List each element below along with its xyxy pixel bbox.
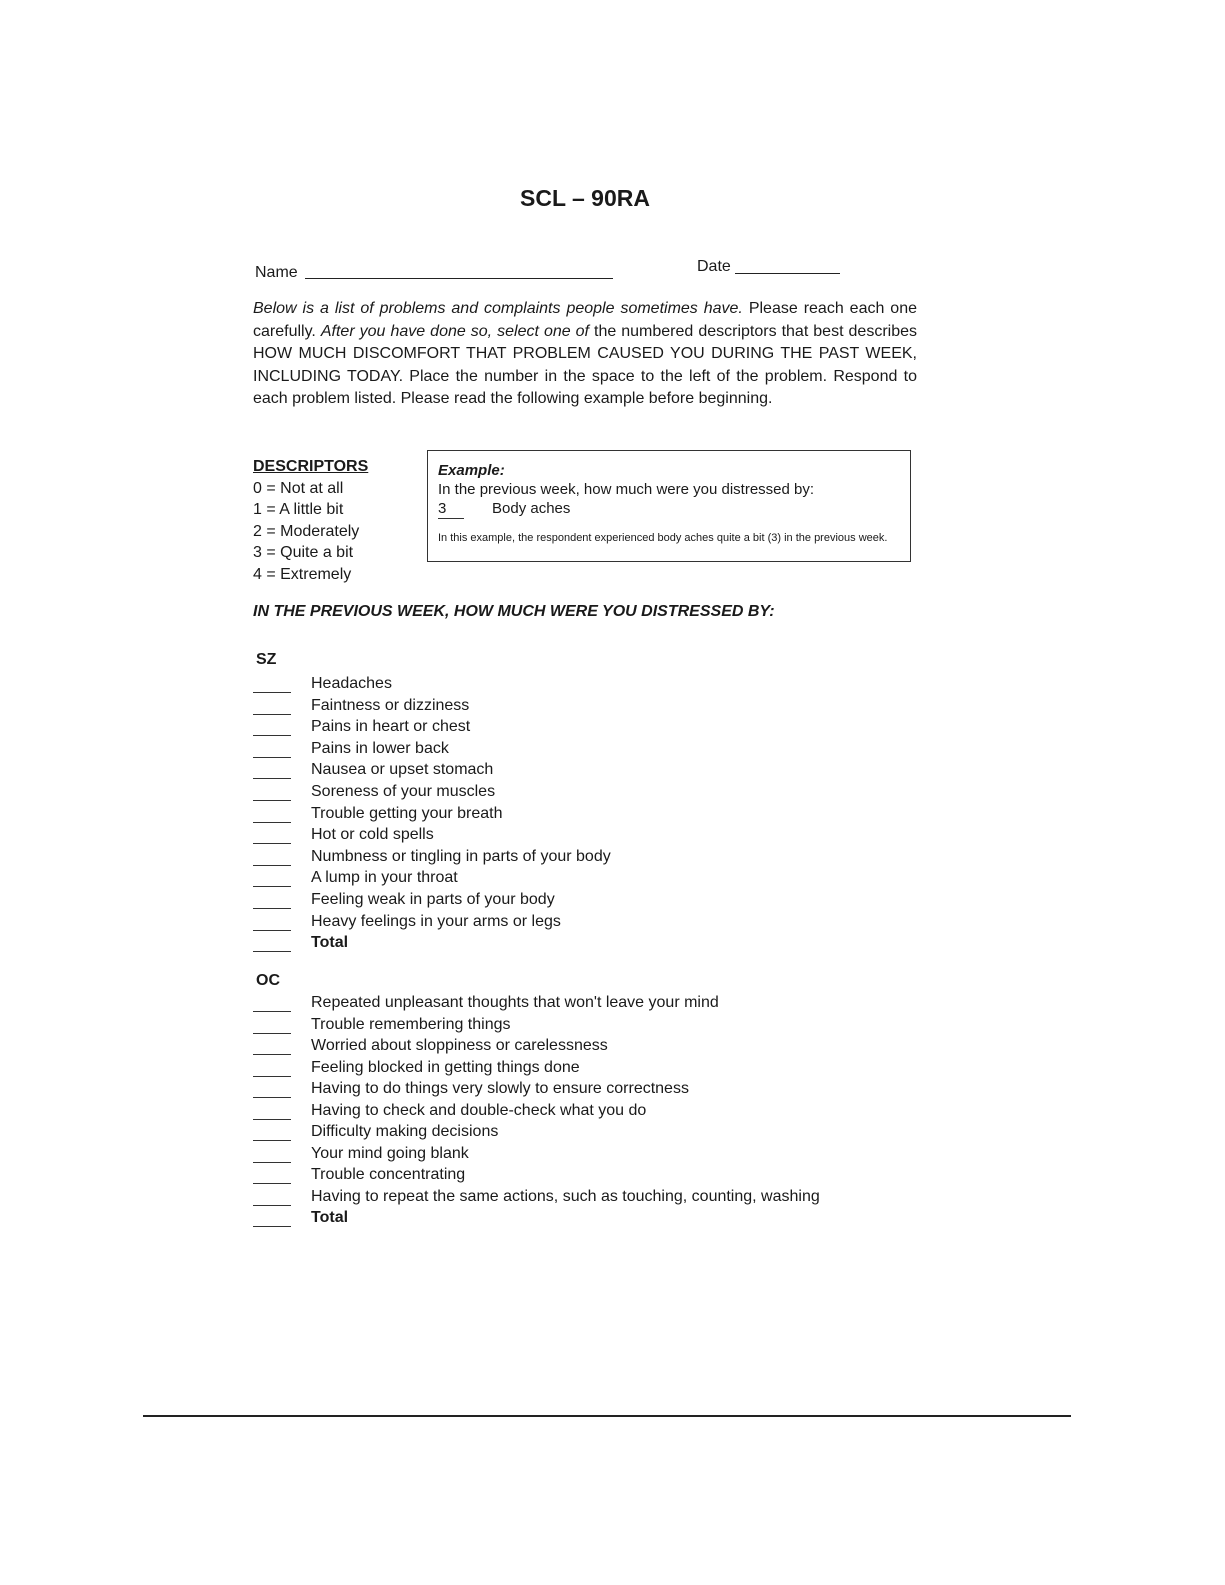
symptom-label: Having to repeat the same actions, such as touching, counting, washing [311,1187,820,1205]
score-blank[interactable] [253,1060,291,1077]
symptom-row [253,910,561,931]
symptom-label: Pains in lower back [311,739,449,757]
descriptor: 0 = Not at all [253,479,344,497]
date-label: Date [697,258,731,275]
symptom-row [253,991,719,1012]
symptom-row [253,758,493,779]
example-box [427,450,911,562]
total-row [253,1206,348,1227]
score-blank[interactable] [253,1146,291,1163]
score-blank[interactable] [253,849,291,866]
symptom-row [253,780,495,801]
section-code-sz: SZ [256,651,277,668]
symptom-row [253,823,434,844]
score-blank[interactable] [253,741,291,758]
symptom-row [253,866,458,887]
name-label: Name [255,264,298,281]
symptom-label: A lump in your throat [311,869,458,887]
form-title: SCL – 90RA [520,185,650,211]
symptom-row [253,1099,646,1120]
total-label: Total [311,1209,349,1226]
symptom-label: Faintness or dizziness [311,696,470,714]
descriptors [253,456,368,585]
symptom-label: Having to do things very slowly to ensure correctness [311,1080,689,1097]
symptom-row [253,888,555,909]
example-heading: Example: [438,462,505,479]
example-note: In this example, the respondent experienced body aches quite a bit (3) in the previous week. [438,532,888,544]
symptom-label: Worried about sloppiness or carelessness [311,1037,608,1054]
symptom-label: Trouble concentrating [311,1166,466,1183]
score-blank[interactable] [253,1189,291,1206]
question-heading: IN THE PREVIOUS WEEK, HOW MUCH WERE YOU DISTRESSED BY: [253,603,775,620]
instructions-part: After you have done so, select one of [320,322,589,340]
instructions-part: Below is a list of problems and complaints people sometimes have. [253,300,743,317]
symptom-row [253,1163,465,1184]
score-blank[interactable] [253,719,291,736]
symptom-row [253,715,470,736]
descriptor: 4 = Extremely [253,565,352,583]
score-blank[interactable] [253,1210,291,1227]
score-blank[interactable] [253,827,291,844]
symptom-label: Having to check and double-check what you do [311,1101,647,1119]
symptom-label: Difficulty making decisions [311,1123,499,1140]
score-blank[interactable] [253,1167,291,1184]
score-blank[interactable] [253,762,291,779]
symptom-label: Trouble remembering things [311,1015,511,1033]
score-blank[interactable] [253,698,291,715]
score-blank[interactable] [253,914,291,931]
score-blank[interactable] [253,1081,291,1098]
example-row [438,499,900,519]
score-blank[interactable] [253,870,291,887]
symptom-row [253,737,449,758]
example-answer: 3 [438,499,464,519]
date-field[interactable] [735,273,840,274]
symptom-label: Pains in heart or chest [311,718,471,736]
example-question: In the previous week, how much were you distressed by: [438,481,815,498]
symptom-row [253,1185,820,1206]
score-blank[interactable] [253,1038,291,1055]
symptom-row [253,1142,469,1163]
symptom-label: Repeated unpleasant thoughts that won't leave your mind [311,994,719,1011]
symptom-row [253,1013,511,1034]
score-blank[interactable] [253,995,291,1012]
symptom-label: Feeling blocked in getting things done [311,1058,580,1076]
symptom-label: Nausea or upset stomach [311,761,494,779]
symptom-row [253,694,469,715]
score-blank[interactable] [253,935,291,952]
symptom-row [253,672,392,693]
score-blank[interactable] [253,784,291,801]
section-code-oc: OC [256,972,280,989]
score-blank[interactable] [253,806,291,823]
descriptor: 3 = Quite a bit [253,544,354,561]
score-blank[interactable] [253,676,291,693]
symptom-row [253,802,503,823]
descriptors-heading: DESCRIPTORS [253,458,369,475]
score-blank[interactable] [253,1017,291,1034]
name-field[interactable] [305,278,613,279]
descriptor: 2 = Moderately [253,522,360,540]
instructions-part: the numbered descriptors that best describes HOW MUCH DISCOMFORT THAT PROBLEM CAUSED YOU DURING THE PAST WEEK, INCLUDING TODAY. Place the number in the space to the left of the problem. Respond to each problem listed. Please read the following example before beginning. [253,322,918,407]
symptom-label: Headaches [311,675,392,692]
descriptor: 1 = A little bit [253,501,344,518]
score-blank[interactable] [253,1103,291,1120]
example-item: Body aches [492,500,571,517]
symptom-row [253,1120,498,1141]
symptom-row [253,845,611,866]
symptom-label: Hot or cold spells [311,826,434,844]
symptom-label: Feeling weak in parts of your body [311,891,555,908]
instructions [253,298,917,411]
footer-rule [143,1415,1071,1417]
total-label: Total [311,934,349,952]
symptom-label: Numbness or tingling in parts of your body [311,847,611,865]
score-blank[interactable] [253,892,291,909]
symptom-row [253,1034,608,1055]
total-row [253,931,348,952]
symptom-label: Soreness of your muscles [311,783,496,800]
instructions-part: Please reach each one carefully. [253,300,917,340]
symptom-label: Heavy feelings in your arms or legs [311,912,561,930]
symptom-label: Your mind going blank [311,1144,469,1162]
symptom-label: Trouble getting your breath [311,804,503,822]
score-blank[interactable] [253,1124,291,1141]
symptom-row [253,1077,689,1098]
symptom-row [253,1056,580,1077]
